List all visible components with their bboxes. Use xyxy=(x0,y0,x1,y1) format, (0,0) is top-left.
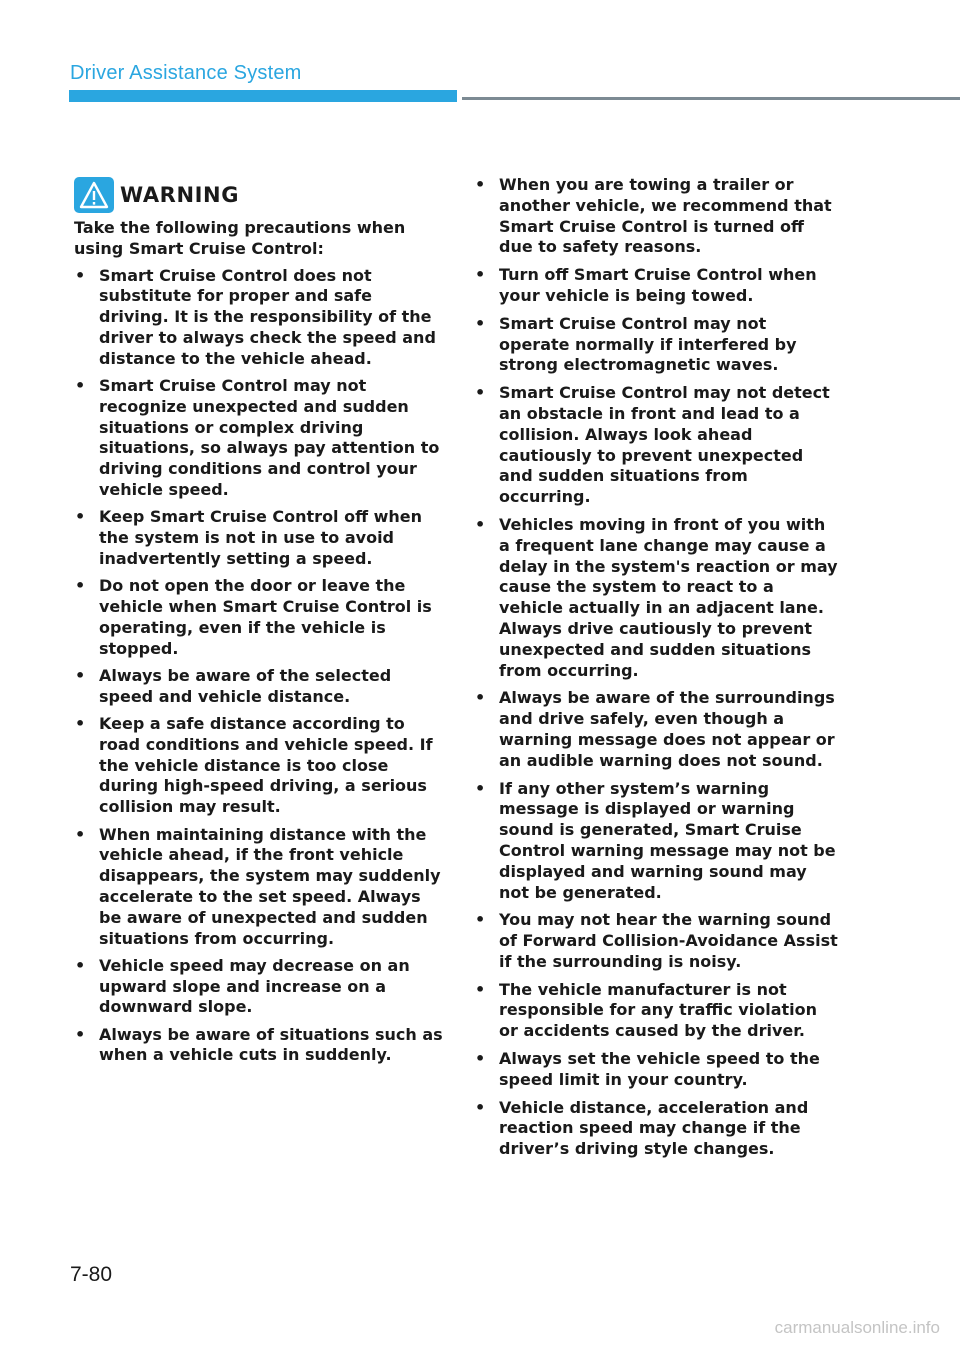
list-item xyxy=(474,1049,840,1091)
list-item-text: Keep Smart Cruise Control off when the system is not in use to avoid inadvertently setting a speed. xyxy=(99,507,423,568)
warning-title: WARNING xyxy=(120,183,240,207)
list-item xyxy=(74,376,446,501)
list-item-text: Smart Cruise Control may not detect an obstacle in front and lead to a collision. Always look ahead cautiously to prevent unexpected and sudden situations from occurring. xyxy=(499,383,830,507)
bullet-icon: • xyxy=(475,910,486,930)
bullet-icon: • xyxy=(75,665,86,685)
bullet-icon: • xyxy=(475,778,486,798)
list-item-text: Always be aware of the selected speed and vehicle distance. xyxy=(99,665,392,706)
list-item xyxy=(474,980,840,1042)
bullet-icon: • xyxy=(475,313,486,333)
list-item-text: Always set the vehicle speed to the speed limit in your country. xyxy=(499,1049,820,1089)
list-item xyxy=(74,576,446,659)
bullet-icon: • xyxy=(475,1097,486,1117)
list-item xyxy=(474,515,840,681)
bullet-icon: • xyxy=(475,688,486,708)
list-item-text: Turn off Smart Cruise Control when your vehicle is being towed. xyxy=(499,265,817,305)
list-item-text: Vehicles moving in front of you with a frequent lane change may cause a delay in the system's reaction or may cause the system to react to a vehicle actually in an adjacent lane. Always drive cautiously to prevent unexpected and sudden situations from occurring. xyxy=(499,514,838,680)
list-item-text: If any other system’s warning message is displayed or warning sound is generated, Smart Cruise Control warning message may not be displayed and warning sound may not be generated. xyxy=(499,778,836,902)
warning-header xyxy=(74,176,446,214)
warning-intro: Take the following precautions when using Smart Cruise Control: xyxy=(74,218,406,258)
list-item-text: Vehicle distance, acceleration and reaction speed may change if the driver’s driving style changes. xyxy=(499,1097,809,1159)
bullet-icon: • xyxy=(75,265,86,285)
bullet-icon: • xyxy=(475,1049,486,1069)
header-rule-gray xyxy=(462,97,960,100)
bullet-icon: • xyxy=(75,576,86,596)
bullet-icon: • xyxy=(75,714,86,734)
list-item xyxy=(74,666,446,708)
list-item xyxy=(74,507,446,569)
warning-column-right xyxy=(474,175,840,1167)
list-item-text: Do not open the door or leave the vehicle when Smart Cruise Control is operating, even if the vehicle is stopped. xyxy=(99,576,432,658)
list-item-text: Always be aware of the surroundings and drive safely, even though a warning message does not appear or an audible warning does not sound. xyxy=(499,688,835,770)
bullet-icon: • xyxy=(475,265,486,285)
list-item-text: Smart Cruise Control may not recognize unexpected and sudden situations or complex driving situations, so always pay attention to driving conditions and control your vehicle speed. xyxy=(99,376,440,500)
bullet-icon: • xyxy=(75,824,86,844)
list-item xyxy=(74,956,446,1018)
warning-column-left xyxy=(74,176,446,1073)
list-item xyxy=(74,266,446,370)
list-item-text: You may not hear the warning sound of Forward Collision-Avoidance Assist if the surrounding is noisy. xyxy=(499,910,838,971)
list-item xyxy=(474,314,840,376)
warning-triangle-icon xyxy=(74,177,114,213)
list-item xyxy=(474,779,840,904)
section-title: Driver Assistance System xyxy=(70,62,302,84)
bullet-icon: • xyxy=(75,376,86,396)
list-item-text: Keep a safe distance according to road conditions and vehicle speed. If the vehicle distance is too close during high-speed driving, a serious collision may result. xyxy=(99,714,433,817)
header-rule-accent xyxy=(69,90,457,102)
list-item-text: Vehicle speed may decrease on an upward slope and increase on a downward slope. xyxy=(99,955,410,1017)
list-item xyxy=(74,1025,446,1067)
list-item xyxy=(474,383,840,508)
bullet-icon: • xyxy=(475,979,486,999)
list-item xyxy=(474,910,840,972)
bullet-icon: • xyxy=(475,514,486,534)
list-item xyxy=(74,714,446,818)
list-item xyxy=(74,825,446,950)
list-item-text: When you are towing a trailer or another vehicle, we recommend that Smart Cruise Control is turned off due to safety reasons. xyxy=(499,175,832,257)
list-item xyxy=(474,265,840,307)
warning-list-left xyxy=(74,266,446,1067)
bullet-icon: • xyxy=(75,507,86,527)
bullet-icon: • xyxy=(75,955,86,975)
watermark: carmanualsonline.info xyxy=(774,1318,940,1337)
list-item xyxy=(474,688,840,771)
list-item xyxy=(474,175,840,258)
page-number: 7-80 xyxy=(70,1263,113,1286)
warning-list-right xyxy=(474,175,840,1160)
bullet-icon: • xyxy=(475,175,486,194)
list-item-text: Always be aware of situations such as when a vehicle cuts in suddenly. xyxy=(99,1024,443,1065)
list-item-text: The vehicle manufacturer is not responsible for any traffic violation or accidents caused by the driver. xyxy=(499,979,818,1041)
list-item-text: When maintaining distance with the vehicle ahead, if the front vehicle disappears, the system may suddenly accelerate to the set speed. Always be aware of unexpected and sudden situations from occurring. xyxy=(99,824,441,948)
bullet-icon: • xyxy=(475,383,486,403)
list-item xyxy=(474,1098,840,1160)
list-item-text: Smart Cruise Control does not substitute for proper and safe driving. It is the responsibility of the driver to always check the speed and distance to the vehicle ahead. xyxy=(99,265,436,368)
list-item-text: Smart Cruise Control may not operate normally if interfered by strong electromagnetic waves. xyxy=(499,313,797,375)
bullet-icon: • xyxy=(75,1024,86,1044)
